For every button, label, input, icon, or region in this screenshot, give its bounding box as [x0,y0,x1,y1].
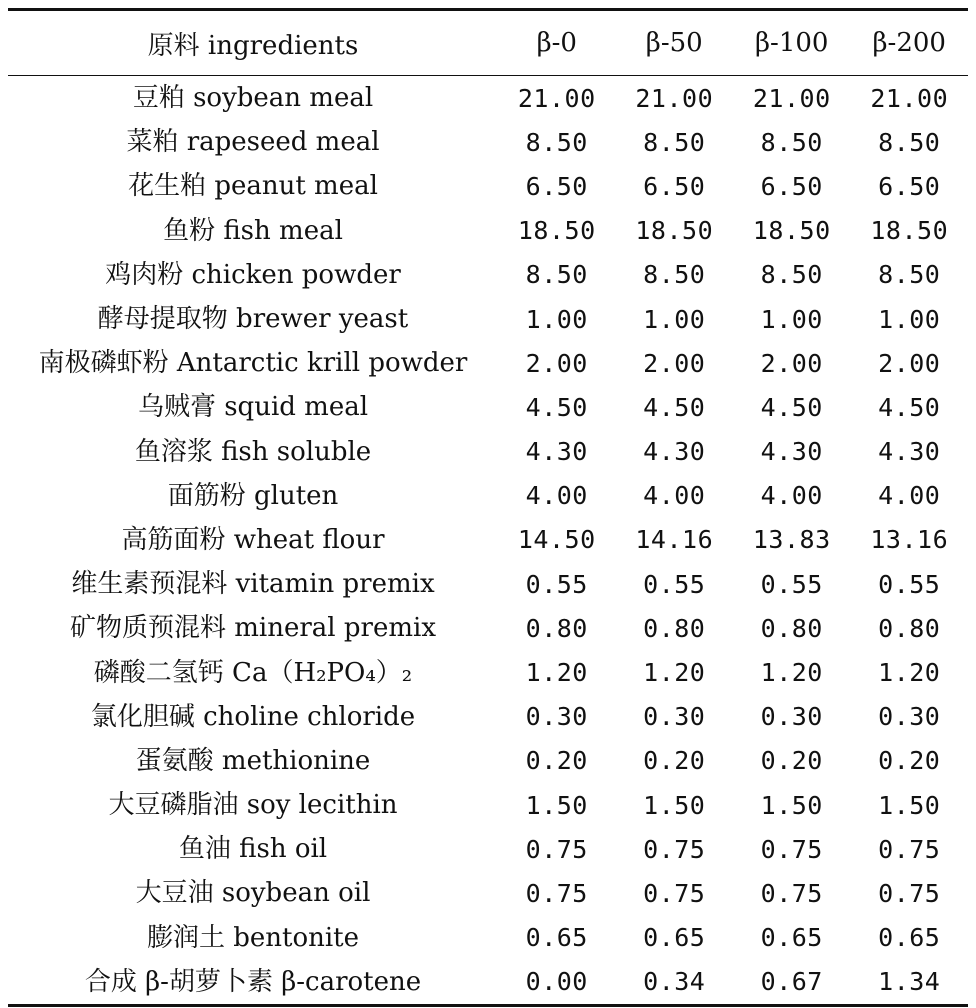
table-row [8,341,968,385]
table-row [8,606,968,650]
ingredient-value: 0.75 [643,878,706,908]
ingredient-value: 0.55 [760,569,823,599]
ingredient-value: 4.30 [878,437,941,467]
table-row [8,253,968,297]
ingredient-value: 8.50 [878,127,941,157]
ingredient-value: 18.50 [517,216,596,246]
ingredient-value: 21.00 [517,83,596,113]
header-ingredients: 原料 ingredients [8,10,498,76]
ingredient-value: 6.50 [760,171,823,201]
ingredient-value: 0.30 [525,702,588,732]
ingredient-name: 矿物质预混料 mineral premix [70,613,436,644]
table-body [8,76,968,1006]
ingredient-value: 1.50 [643,790,706,820]
ingredient-value: 18.50 [635,216,714,246]
ingredient-value: 1.00 [525,304,588,334]
ingredient-name: 乌贼膏 squid meal [137,392,369,423]
ingredient-value: 0.30 [878,702,941,732]
ingredient-value: 21.00 [870,83,949,113]
table-row [8,385,968,429]
ingredient-value: 1.20 [525,658,588,688]
ingredient-value: 8.50 [525,260,588,290]
ingredient-value: 6.50 [525,171,588,201]
table-row [8,518,968,562]
ingredient-value: 1.20 [760,658,823,688]
ingredient-name: 鱼溶浆 fish soluble [134,436,372,467]
ingredient-name: 鱼粉 fish meal [163,215,343,246]
ingredient-value: 0.65 [643,923,706,953]
ingredient-name: 酵母提取物 brewer yeast [97,304,409,335]
ingredient-value: 6.50 [643,171,706,201]
table-row [8,562,968,606]
ingredient-value: 1.34 [851,960,969,1006]
ingredient-value: 1.00 [760,304,823,334]
ingredient-value: 0.75 [643,834,706,864]
ingredient-value: 0.75 [878,878,941,908]
ingredient-value: 8.50 [760,260,823,290]
ingredient-value: 0.75 [760,834,823,864]
ingredient-name: 蛋氨酸 methionine [135,745,371,776]
ingredient-value: 0.20 [878,746,941,776]
ingredient-value: 4.50 [760,392,823,422]
header-row [8,10,968,76]
ingredient-value: 0.75 [760,878,823,908]
ingredient-value: 0.67 [733,960,851,1006]
ingredients-table [8,8,968,1007]
ingredient-value: 8.50 [525,127,588,157]
table-row [8,650,968,694]
table-row [8,430,968,474]
ingredient-value: 1.50 [525,790,588,820]
ingredient-value: 0.65 [878,923,941,953]
ingredient-value: 4.50 [525,392,588,422]
ingredient-value: 21.00 [752,83,831,113]
ingredient-name: 磷酸二氢钙 Ca（H₂PO₄）₂ [93,657,413,688]
ingredient-value: 14.50 [517,525,596,555]
ingredient-value: 2.00 [760,348,823,378]
table-row [8,164,968,208]
table-row [8,76,968,121]
ingredient-value: 21.00 [635,83,714,113]
table-header [8,10,968,76]
ingredient-value: 13.83 [752,525,831,555]
table-row [8,871,968,915]
table-row [8,783,968,827]
ingredient-value: 1.00 [643,304,706,334]
ingredient-value: 0.20 [643,746,706,776]
table-row [8,209,968,253]
ingredient-name: 维生素预混料 vitamin premix [71,569,435,600]
ingredient-name: 豆粕 soybean meal [132,83,374,114]
ingredient-value: 1.20 [878,658,941,688]
ingredient-name: 鱼油 fish oil [178,834,328,865]
table-row [8,916,968,960]
ingredient-value: 4.00 [760,481,823,511]
ingredient-name: 菜粕 rapeseed meal [126,127,380,158]
ingredient-value: 0.55 [878,569,941,599]
ingredient-value: 4.00 [878,481,941,511]
ingredient-name: 大豆油 soybean oil [135,878,371,909]
ingredient-value: 4.30 [760,437,823,467]
ingredient-value: 18.50 [870,216,949,246]
ingredient-value: 0.75 [878,834,941,864]
ingredient-name: 花生粕 peanut meal [128,171,378,202]
header-beta-100: β-100 [733,10,851,76]
ingredient-name: 膨润土 bentonite [146,922,360,953]
table-row [8,695,968,739]
ingredient-value: 0.20 [760,746,823,776]
ingredient-value: 14.16 [635,525,714,555]
ingredient-value: 18.50 [752,216,831,246]
ingredient-value: 8.50 [643,260,706,290]
ingredient-name: 南极磷虾粉 Antarctic krill powder [38,348,468,379]
ingredient-name: 高筋面粉 wheat flour [121,524,385,555]
ingredient-value: 0.30 [643,702,706,732]
header-beta-200: β-200 [851,10,969,76]
ingredient-value: 0.80 [878,613,941,643]
ingredient-name: 合成 β-胡萝卜素 β-carotene [8,960,498,1006]
ingredient-value: 0.80 [643,613,706,643]
ingredient-value: 8.50 [643,127,706,157]
ingredient-value: 0.75 [525,878,588,908]
ingredient-name: 面筋粉 gluten [167,480,339,511]
ingredient-value: 4.00 [643,481,706,511]
table-row [8,827,968,871]
ingredient-value: 4.00 [525,481,588,511]
ingredient-value: 0.34 [616,960,734,1006]
table-row [8,297,968,341]
ingredient-value: 8.50 [878,260,941,290]
ingredient-value: 13.16 [870,525,949,555]
ingredient-value: 4.50 [878,392,941,422]
table-row [8,474,968,518]
table-row [8,120,968,164]
ingredient-value: 0.75 [525,834,588,864]
ingredient-value: 0.00 [498,960,616,1006]
header-beta-0: β-0 [498,10,616,76]
ingredient-value: 1.00 [878,304,941,334]
ingredient-value: 0.55 [525,569,588,599]
header-beta-50: β-50 [616,10,734,76]
ingredient-value: 4.50 [643,392,706,422]
ingredient-value: 2.00 [878,348,941,378]
ingredient-value: 2.00 [525,348,588,378]
ingredient-value: 0.80 [760,613,823,643]
ingredient-value: 4.30 [643,437,706,467]
table-row [8,960,968,1006]
ingredient-value: 1.20 [643,658,706,688]
ingredient-value: 6.50 [878,171,941,201]
ingredient-name: 鸡肉粉 chicken powder [105,259,401,290]
ingredient-value: 0.65 [760,923,823,953]
ingredient-name: 大豆磷脂油 soy lecithin [108,790,398,821]
ingredient-value: 0.20 [525,746,588,776]
ingredient-value: 0.65 [525,923,588,953]
ingredient-value: 0.30 [760,702,823,732]
ingredients-table-container [8,8,968,1007]
ingredient-value: 8.50 [760,127,823,157]
table-row [8,739,968,783]
ingredient-value: 2.00 [643,348,706,378]
ingredient-value: 0.80 [525,613,588,643]
ingredient-name: 氯化胆碱 choline chloride [90,701,416,732]
ingredient-value: 1.50 [760,790,823,820]
ingredient-value: 0.55 [643,569,706,599]
ingredient-value: 4.30 [525,437,588,467]
ingredient-value: 1.50 [878,790,941,820]
